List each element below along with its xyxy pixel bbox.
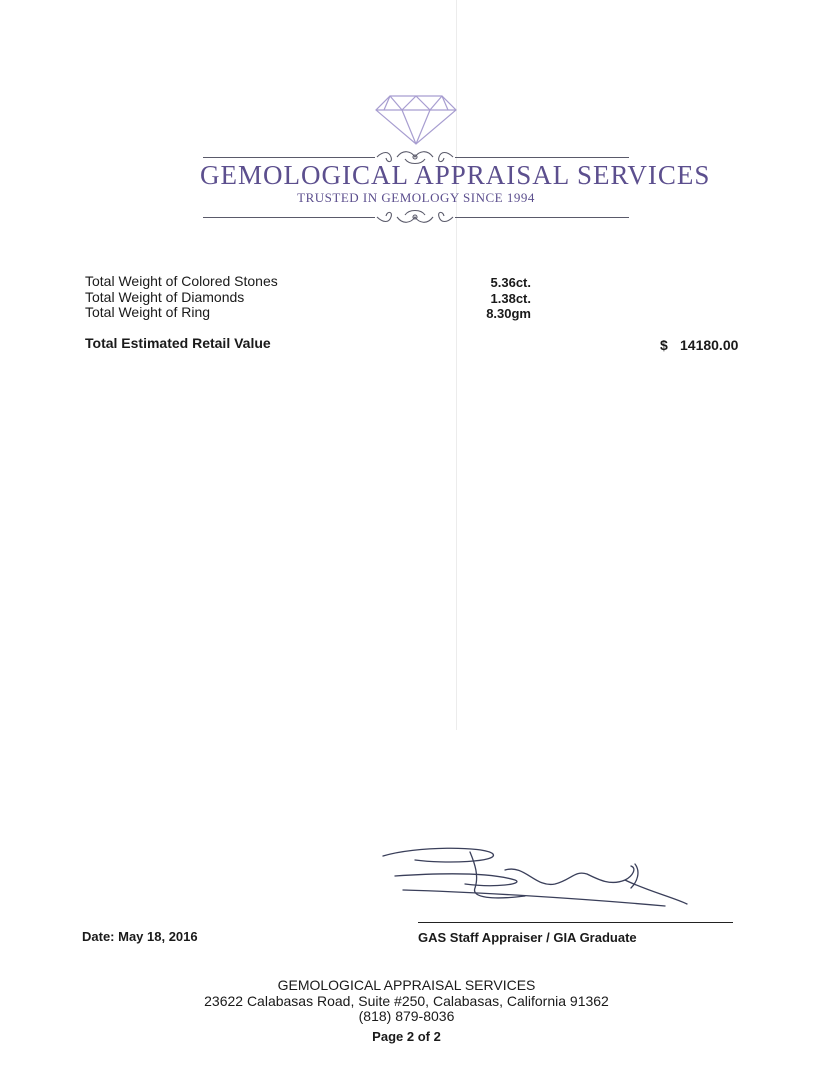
appraiser-signature	[375, 840, 695, 920]
company-tagline: TRUSTED IN GEMOLOGY SINCE 1994	[297, 190, 535, 205]
signature-line	[418, 922, 733, 923]
header-rule-bottom-left	[203, 217, 375, 218]
footer-address: 23622 Calabasas Road, Suite #250, Calabasas, California 91362	[204, 993, 609, 1009]
diamonds-weight-label: Total Weight of Diamonds	[85, 289, 245, 305]
currency-symbol: $	[660, 337, 668, 353]
ring-weight-label: Total Weight of Ring	[85, 304, 211, 320]
colored-stones-weight-value: 5.36ct.	[490, 275, 531, 290]
header-rule-bottom-right	[455, 217, 629, 218]
ring-weight-value: 8.30gm	[486, 306, 531, 321]
company-name: GEMOLOGICAL APPRAISAL SERVICES	[200, 160, 711, 190]
header-rule-top-right	[455, 157, 629, 158]
diamond-icon	[374, 92, 458, 146]
footer-company-name: GEMOLOGICAL APPRAISAL SERVICES	[277, 977, 536, 993]
total-retail-value-label: Total Estimated Retail Value	[85, 335, 271, 351]
diamonds-weight-value: 1.38ct.	[490, 291, 531, 306]
appraiser-title: GAS Staff Appraiser / GIA Graduate	[418, 930, 637, 945]
total-retail-value: 14180.00	[680, 337, 739, 353]
scroll-ornament-icon	[375, 207, 455, 227]
page-number: Page 2 of 2	[372, 1029, 441, 1044]
footer-phone: (818) 879-8036	[358, 1008, 455, 1024]
header-rule-top-left	[203, 157, 375, 158]
appraisal-date: Date: May 18, 2016	[82, 929, 198, 944]
colored-stones-weight-label: Total Weight of Colored Stones	[85, 273, 278, 289]
